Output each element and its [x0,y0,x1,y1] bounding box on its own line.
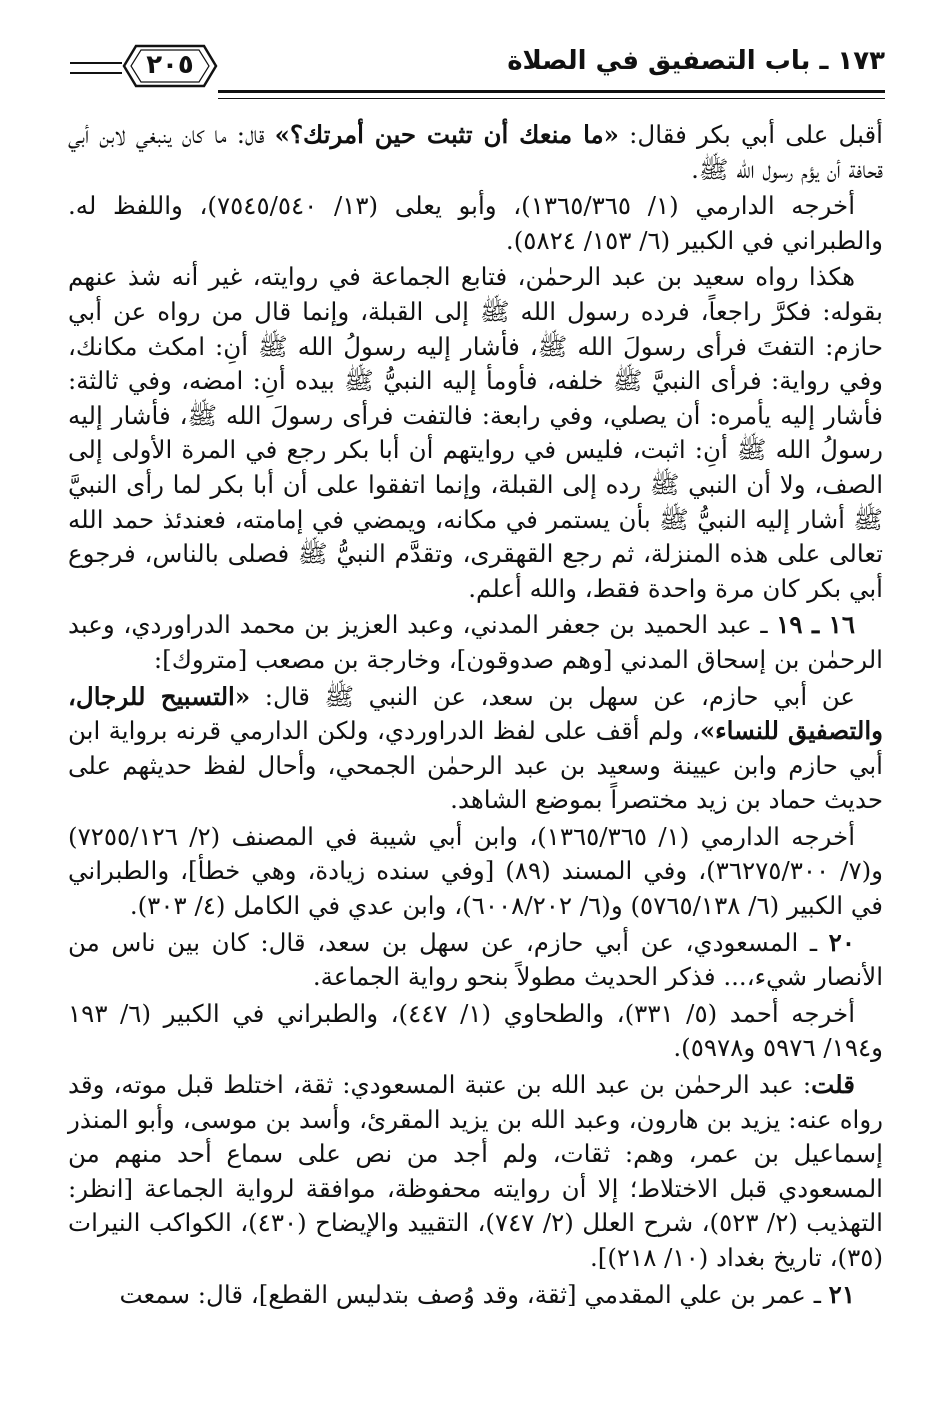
paragraph-8: أخرجه أحمد (٥/ ٣٣١)، والطحاوي (١/ ٤٤٧)، والطبراني في الكبير (٦/ ١٩٣ و١٩٤/ ٥٩٧٦ و٥٩٧٨). [68,998,883,1063]
page-body [68,118,883,1314]
hadith-number-20: ٢٠ [828,927,855,957]
paragraph-9-lead: قلت [811,1070,855,1100]
paragraph-10 [68,1278,883,1313]
paragraph-6: أخرجه الدارمي (١/ ١٣٦٥/٣٦٥)، وابن أبي شيبة في المصنف (٢/ ٧٢٥٥/١٢٦) و(٧/ ٣٦٢٧٥/٣٠٠)، وفي المسند (٨٩) [وفي سنده زيادة، وهي خطأ]، والطبراني في الكبير (٦/ ٥٧٦٥/١٣٨) و(٦/ ٦٠٠٨/٢٠٢)، وابن عدي في الكامل (٤/ ٣٠٣). [68,821,884,921]
page-number: ٢٠٥ [146,50,194,80]
header-rule-right [218,90,885,99]
hadith-number-16-19: ١٦ ـ ١٩ [776,610,855,640]
paragraph-1-text-a: أقبل على أبي بكر فقال: [618,120,883,149]
paragraph-9-text: : عبد الرحمٰن بن عبد الله بن عتبة المسعودي: ثقة، اختلط قبل موته، وقد رواه عنه: يزيد بن هارون، وعبد الله بن يزيد المقرئ، وأسد بن موسى، وأبو المنذر إسماعيل بن عمر، وهم: ثقات، ولم أجد من نص على سماع أحد منهم من المسعودي قبل الاختلاط؛ إلا أن روايته محفوظة، موافقة لرواية الجماعة [انظر: التهذيب (٢/ ٥٢٣)، شرح العلل (٢/ ٧٤٧)، التقييد والإيضاح (٤٣٠)، الكواكب النيرات (٣٥)، تاريخ بغداد (١٠/ ٢١٨)]. [68,1070,883,1272]
paragraph-10-text: ـ عمر بن علي المقدمي [ثقة، وقد وُصف بتدليس القطع]، قال: سمعت [119,1279,829,1309]
paragraph-5-text-c: ، ولم أقف على لفظ الدراوردي، ولكن الدارمي قرنه برواية ابن أبي حازم وابن عيينة وسعيد بن عبد الرحمٰن الجمحي، وأحال لفظ حديثهم على حديث حماد بن زيد مختصراً بموضع الشاهد. [68,716,883,815]
paragraph-1 [68,118,883,187]
paragraph-5-text-a: عن أبي حازم، عن سهل بن سعد، عن النبي ﷺ قال: [250,681,855,711]
header-rule-left [70,62,122,74]
paragraph-5-quote: «التسبيح للرجال، والتصفيق للنساء» [68,681,883,746]
running-title: ١٧٣ ـ باب التصفيق في الصلاة [507,46,885,76]
page-header [70,42,885,102]
hadith-number-21: ٢١ [828,1279,855,1309]
paragraph-7 [68,926,883,995]
paragraph-7-text: ـ المسعودي، عن أبي حازم، عن سهل بن سعد، قال: كان بين ناس من الأنصار شيء،... فذكر الحديث مطولاً بنحو رواية الجماعة. [68,927,883,992]
paragraph-9 [68,1068,883,1276]
paragraph-3: هكذا رواه سعيد بن عبد الرحمٰن، فتابع الجماعة في روايته، غير أنه شذ عنهم بقوله: فكرَّ راجعاً، فرده رسول الله ﷺ إلى القبلة، وإنما قال من رواه عن أبي حازم: التفتَ فرأى رسولَ الله ﷺ، فأشار إليه رسولُ الله ﷺ أنِ: امكث مكانك، وفي رواية: فرأى النبيَّ ﷺ خلفه، فأومأ إليه النبيُّ ﷺ بيده أنِ: امضه، وفي ثالثة: فأشار إليه يأمره: أن يصلي، وفي رابعة: فالتفت فرأى رسولَ الله ﷺ، فأشار إليه رسولُ الله ﷺ أنِ: اثبت، فليس في روايتهم أن أبا بكر رجع في المرة الأولى إلى الصف، ولا أن النبي ﷺ رده إلى القبلة، وإنما اتفقوا على أن أبا بكر لما رأى النبيَّ ﷺ أشار إليه النبيُّ ﷺ بأن يستمر في مكانه، ويمضي في إمامته، فعندئذ حمد الله تعالى على هذه المنزلة، ثم رجع القهقرى، وتقدَّم النبيُّ ﷺ فصلى بالناس، فرجوع أبي بكر كان مرة واحدة فقط، والله أعلم. [68,262,883,603]
page-number-badge [122,42,218,90]
paragraph-4 [68,608,883,677]
paragraph-1-text-c: قال: ما كان ينبغي لابن أبي قحافة أن يؤم رسول الله ﷺ. [68,120,883,184]
paragraph-4-text: ـ عبد الحميد بن جعفر المدني، وعبد العزيز بن محمد الدراوردي، وعبد الرحمٰن بن إسحاق المدني [وهم صدوقون]، وخارجة بن مصعب [متروك]: [68,610,883,674]
paragraph-2: أخرجه الدارمي (١/ ١٣٦٥/٣٦٥)، وأبو يعلى (١٣/ ٧٥٤٥/٥٤٠)، واللفظ له. والطبراني في الكبير (٦/ ١٥٣/ ٥٨٢٤). [68,191,883,255]
paragraph-1-quote: «ما منعك أن تثبت حين أمرتك؟» [274,120,619,149]
paragraph-5 [68,680,883,818]
